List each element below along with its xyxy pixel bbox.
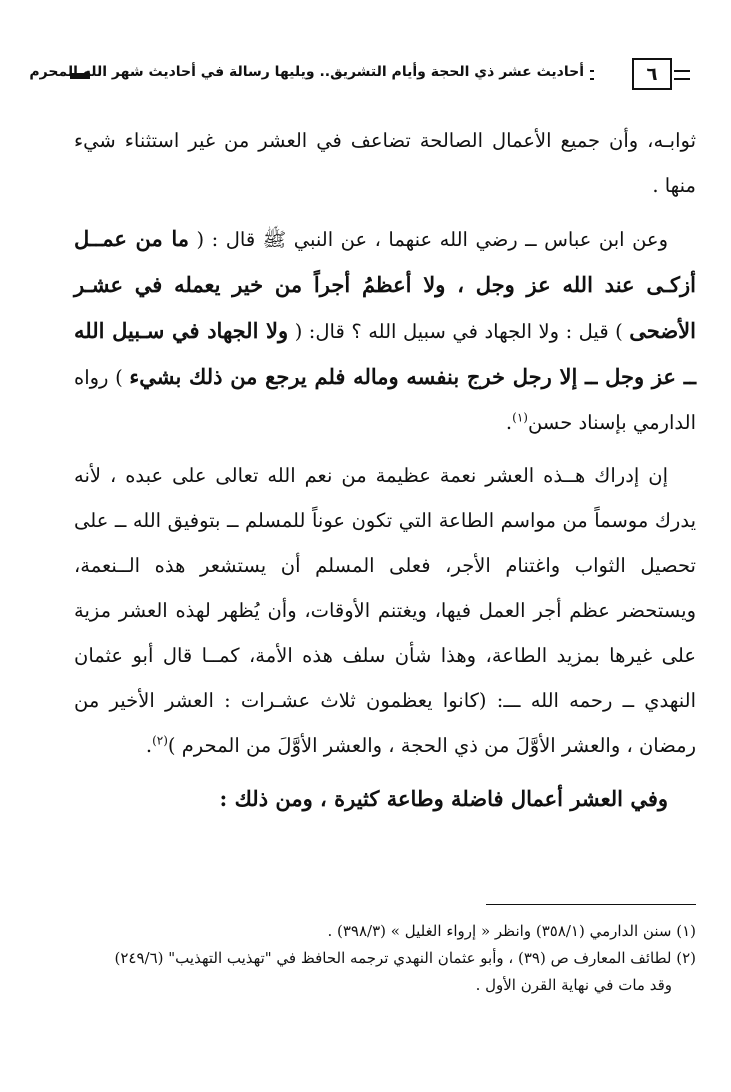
paragraph-hadith (74, 216, 696, 445)
running-header (29, 58, 690, 96)
page-number: ٦ (632, 58, 672, 90)
footnote-separator (486, 904, 696, 905)
hadith-text-2: ولا الجهاد في سـبيل الله ــ عز وجل ــ إلا رجل خرج بنفسه وماله فلم يرجع من ذلك بشيء (74, 318, 696, 389)
hadith-intro: وعن ابن عباس ــ رضي الله عنهما ، عن النبي ﷺ قال : ( (196, 228, 668, 251)
main-text (74, 118, 696, 830)
footnote-2: (٢) لطائف المعارف ص (٣٩) ، وأبو عثمان النهدي ترجمه الحافظ في "تهذيب التهذيب" (٢٤٩/٦) (114, 949, 696, 967)
paragraph-1: ثوابـه، وأن جميع الأعمال الصالحة تضاعف في العشر من غير استثناء شيء منها . (74, 129, 696, 197)
running-title: أحاديث عشر ذي الحجة وأيام التشريق.. ويليها رسالة في أحاديث شهر الله المحرم (96, 64, 590, 80)
footnote-1: (١) سنن الدارمي (٣٥٨/١) وانظر « إرواء الغليل » (٣٩٨/٣) . (327, 922, 696, 940)
footnote-ref-2[interactable]: (٢) (152, 733, 168, 748)
footnote-2-continuation: وقد مات في نهاية القرن الأول . (475, 976, 672, 994)
hadith-source: ) رواه الدارمي بإسناد حسن (74, 366, 696, 434)
footnotes (74, 918, 696, 999)
section-subheading (74, 776, 696, 822)
paragraph-3 (74, 453, 696, 768)
hadith-question: ) قيل : ولا الجهاد في سبيل الله ؟ قال: ( (294, 320, 623, 343)
footnote-ref-1[interactable]: (١) (512, 410, 528, 425)
subheading-text: وفي العشر أعمال فاضلة وطاعة كثيرة ، ومن ذلك : (219, 786, 668, 811)
header-rule-right-top (674, 70, 690, 72)
paragraph-3-period: . (145, 734, 153, 757)
header-rule-right-bottom (674, 78, 690, 80)
hadith-text-1: ما من عمــل أزكـى عند الله عز وجل ، ولا أعظمُ أجراً من خير يعمله في عشـر الأضحى (74, 226, 696, 343)
hadith-period: . (505, 411, 513, 434)
paragraph-3-text: إن إدراك هــذه العشر نعمة عظيمة من نعم الله تعالى على عبده ، لأنه يدرك موسماً من مواسم الطاعة التي تكون عوناً للمسلم ــ بتوفيق الله ــ على تحصيل الثواب واغتنام الأجر، فعلى المسلم أن يستشعر هذه الــنعمة، ويستحضر عظم أجر العمل فيها، ويغتنم الأوقات، وأن يُظهر لهذه العشر مزية على غيرها بمزيد الطاعة، وهذا شأن سلف هذه الأمة، كمــا قال أبو عثمان النهدي ــ رحمه الله ـــ: (كانوا يعظمون ثلاث عشـرات : العشر الأخير من رمضان ، والعشر الأوَّلَ من ذي الحجة ، والعشر الأوَّلَ من المحرم ) (74, 464, 696, 757)
